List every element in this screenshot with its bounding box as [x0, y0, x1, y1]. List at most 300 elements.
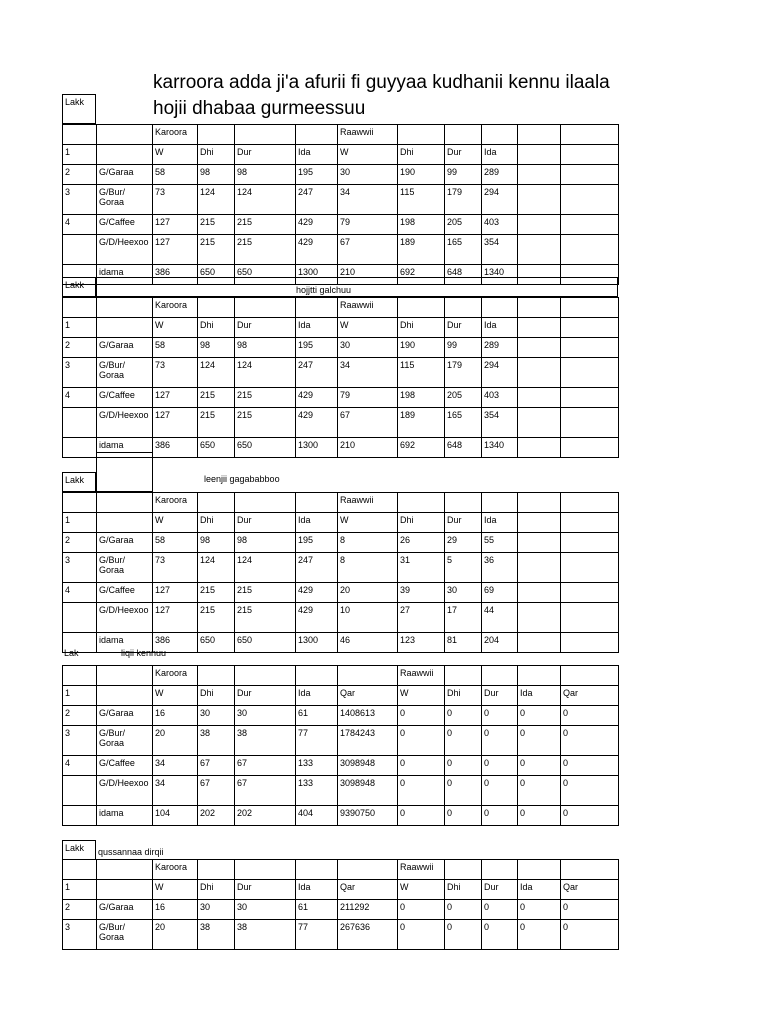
table-cell: 98 — [197, 532, 235, 553]
table-cell: W — [397, 879, 445, 900]
table-cell — [62, 775, 97, 806]
table-cell: 115 — [397, 184, 445, 215]
table-cell: G/Bur/ Goraa — [96, 552, 153, 583]
group-header-cell: Raawwii — [337, 124, 398, 145]
table-cell: 10 — [337, 602, 398, 633]
table-cell: 16 — [152, 705, 198, 726]
table-cell: 30 — [197, 899, 235, 920]
table-cell: 189 — [397, 407, 445, 438]
table-cell: 247 — [295, 184, 338, 215]
table-cell: 2 — [62, 705, 97, 726]
table-cell: 692 — [397, 437, 445, 458]
table-cell: 17 — [444, 602, 482, 633]
group-header-cell: Raawwii — [337, 492, 398, 513]
table-cell: Dur — [444, 144, 482, 165]
table-cell — [517, 214, 561, 235]
table-cell: 0 — [517, 705, 561, 726]
table-cell — [560, 317, 619, 338]
table-cell: 27 — [397, 602, 445, 633]
group-header-cell — [560, 665, 619, 686]
table-cell — [517, 552, 561, 583]
table-cell: 165 — [444, 234, 482, 265]
table-cell — [560, 337, 619, 358]
table-cell: 67 — [337, 407, 398, 438]
document-title-line-2: hojii dhabaa gurmeessuu — [153, 98, 366, 119]
table-cell: 124 — [234, 357, 296, 388]
table-cell: Qar — [560, 685, 619, 706]
table-cell: 30 — [234, 705, 296, 726]
group-header-cell — [234, 665, 296, 686]
table-cell: 403 — [481, 387, 518, 408]
table-cell: 34 — [337, 357, 398, 388]
table-cell: 1 — [62, 685, 97, 706]
table-cell: G/Caffee — [96, 582, 153, 603]
table-cell: G/Garaa — [96, 705, 153, 726]
table-cell — [560, 184, 619, 215]
table-cell: 2 — [62, 532, 97, 553]
table-cell: 58 — [152, 164, 198, 185]
table-cell: Ida — [481, 144, 518, 165]
table-cell: Dhi — [197, 317, 235, 338]
table-cell: idama — [96, 805, 153, 826]
group-header-cell — [62, 492, 97, 513]
group-header-cell — [481, 859, 518, 880]
table-cell — [560, 214, 619, 235]
table-cell: 205 — [444, 387, 482, 408]
table-cell: Dur — [234, 512, 296, 533]
group-header-cell — [197, 492, 235, 513]
table-cell — [62, 437, 97, 458]
table-cell: 61 — [295, 705, 338, 726]
table-cell: 289 — [481, 164, 518, 185]
table-cell: 4 — [62, 214, 97, 235]
table-cell — [517, 337, 561, 358]
table-cell: G/D/Heexoo — [96, 602, 153, 633]
table-cell: 124 — [234, 552, 296, 583]
section-heading: leenjii gagababboo — [204, 474, 280, 484]
table-cell — [560, 512, 619, 533]
table-cell — [517, 317, 561, 338]
section-heading: qussannaa dirqii — [98, 847, 164, 857]
group-header-cell — [234, 297, 296, 318]
table-cell: 1 — [62, 879, 97, 900]
table-cell: 650 — [197, 632, 235, 653]
table-cell: W — [337, 317, 398, 338]
table-cell: 0 — [397, 705, 445, 726]
table-cell — [517, 357, 561, 388]
table-cell: 202 — [197, 805, 235, 826]
table-cell: 79 — [337, 214, 398, 235]
group-header-cell: Karoora — [152, 859, 198, 880]
table-cell — [96, 144, 153, 165]
table-cell — [517, 582, 561, 603]
table-cell: 5 — [444, 552, 482, 583]
table-cell: 46 — [337, 632, 398, 653]
table-cell: 115 — [397, 357, 445, 388]
table-cell: 44 — [481, 602, 518, 633]
group-header-cell — [397, 124, 445, 145]
group-header-cell — [560, 859, 619, 880]
table-cell — [62, 805, 97, 826]
table-cell: Dhi — [397, 317, 445, 338]
table-cell: 190 — [397, 337, 445, 358]
table-cell: 98 — [197, 164, 235, 185]
table-cell: W — [397, 685, 445, 706]
table-cell: 429 — [295, 234, 338, 265]
table-cell: 8 — [337, 552, 398, 583]
table-cell: 210 — [337, 437, 398, 458]
table-cell: 3 — [62, 919, 97, 950]
table-cell: 0 — [397, 919, 445, 950]
table-cell: 0 — [444, 725, 482, 756]
table-cell: Dur — [444, 317, 482, 338]
table-cell: 38 — [197, 919, 235, 950]
group-header-cell: Karoora — [152, 124, 198, 145]
table-cell: 67 — [234, 755, 296, 776]
table-cell: 179 — [444, 357, 482, 388]
table-cell: 0 — [444, 705, 482, 726]
table-cell — [96, 879, 153, 900]
table-cell: 98 — [234, 164, 296, 185]
table-cell — [96, 685, 153, 706]
table-cell: 20 — [337, 582, 398, 603]
table-cell: 247 — [295, 357, 338, 388]
section-heading: liqii kennuu — [121, 648, 167, 658]
table-cell — [560, 602, 619, 633]
group-header-cell: Raawwii — [397, 665, 445, 686]
group-header-cell: Raawwii — [397, 859, 445, 880]
table-cell: 77 — [295, 725, 338, 756]
table-cell: 403 — [481, 214, 518, 235]
table-cell: Ida — [295, 317, 338, 338]
table-cell: W — [337, 144, 398, 165]
table-cell: 36 — [481, 552, 518, 583]
table-cell — [560, 407, 619, 438]
table-cell: 3 — [62, 725, 97, 756]
table-cell: 215 — [234, 387, 296, 408]
table-cell — [560, 582, 619, 603]
group-header-cell — [337, 665, 398, 686]
lakk-header-cell: Lakk — [62, 840, 96, 860]
table-cell: 127 — [152, 602, 198, 633]
group-header-cell — [444, 297, 482, 318]
table-cell: 0 — [560, 805, 619, 826]
table-cell: 0 — [481, 725, 518, 756]
table-cell: 73 — [152, 357, 198, 388]
table-cell: 3 — [62, 357, 97, 388]
table-cell: 0 — [397, 725, 445, 756]
table-cell: 20 — [152, 919, 198, 950]
group-header-cell — [481, 297, 518, 318]
table-cell: 99 — [444, 337, 482, 358]
table-cell: G/Caffee — [96, 755, 153, 776]
table-cell: 58 — [152, 337, 198, 358]
table-cell: 98 — [197, 337, 235, 358]
group-header-cell — [295, 124, 338, 145]
table-cell — [560, 264, 619, 285]
table-cell: 79 — [337, 387, 398, 408]
table-cell: 198 — [397, 387, 445, 408]
table-cell: 0 — [444, 775, 482, 806]
table-cell: G/D/Heexoo — [96, 234, 153, 265]
table-cell: 190 — [397, 164, 445, 185]
table-cell: 247 — [295, 552, 338, 583]
table-cell — [62, 632, 97, 653]
table-cell — [517, 164, 561, 185]
lakk-header-cell: Lakk — [62, 472, 96, 492]
table-cell — [560, 164, 619, 185]
table-cell — [517, 632, 561, 653]
table-cell: 215 — [234, 407, 296, 438]
table-cell: 73 — [152, 552, 198, 583]
table-cell: 195 — [295, 532, 338, 553]
table-cell: Dhi — [197, 685, 235, 706]
table-cell: 61 — [295, 899, 338, 920]
table-cell: 0 — [560, 725, 619, 756]
group-header-cell — [197, 297, 235, 318]
table-cell — [560, 437, 619, 458]
table-cell: 3098948 — [337, 775, 398, 806]
group-header-cell — [560, 297, 619, 318]
table-cell: 133 — [295, 755, 338, 776]
group-header-cell — [444, 492, 482, 513]
table-cell: 1340 — [481, 264, 518, 285]
table-cell: 30 — [337, 337, 398, 358]
table-cell: 294 — [481, 357, 518, 388]
table-cell: Qar — [560, 879, 619, 900]
table-cell: 0 — [517, 899, 561, 920]
table-cell: 215 — [234, 214, 296, 235]
table-cell: 55 — [481, 532, 518, 553]
table-cell: 429 — [295, 214, 338, 235]
table-cell: 0 — [481, 919, 518, 950]
table-cell: 267636 — [337, 919, 398, 950]
table-cell: 3098948 — [337, 755, 398, 776]
table-cell: 429 — [295, 407, 338, 438]
group-header-cell — [337, 859, 398, 880]
table-cell: 73 — [152, 184, 198, 215]
table-cell: 215 — [197, 234, 235, 265]
table-cell: 0 — [560, 899, 619, 920]
table-cell: 165 — [444, 407, 482, 438]
table-cell: 650 — [234, 632, 296, 653]
table-cell: G/D/Heexoo — [96, 775, 153, 806]
group-header-cell — [234, 492, 296, 513]
group-header-cell — [96, 665, 153, 686]
table-cell: 39 — [397, 582, 445, 603]
table-cell: Dur — [234, 685, 296, 706]
table-cell — [560, 387, 619, 408]
table-cell — [62, 234, 97, 265]
group-header-cell — [197, 859, 235, 880]
group-header-cell — [295, 859, 338, 880]
table-cell: 4 — [62, 387, 97, 408]
table-cell: 20 — [152, 725, 198, 756]
table-cell: G/Garaa — [96, 337, 153, 358]
table-cell: 650 — [197, 264, 235, 285]
table-cell: 0 — [397, 775, 445, 806]
table-cell: 0 — [560, 705, 619, 726]
table-cell: W — [152, 512, 198, 533]
table-cell: G/Caffee — [96, 214, 153, 235]
table-cell — [517, 234, 561, 265]
table-cell: G/Garaa — [96, 164, 153, 185]
table-cell: 1300 — [295, 632, 338, 653]
table-cell: W — [152, 879, 198, 900]
table-cell: Ida — [295, 144, 338, 165]
table-cell — [517, 602, 561, 633]
table-cell: 179 — [444, 184, 482, 215]
table-cell: 0 — [481, 775, 518, 806]
table-cell: 127 — [152, 407, 198, 438]
table-cell: G/Bur/ Goraa — [96, 184, 153, 215]
table-cell: 69 — [481, 582, 518, 603]
table-cell: 104 — [152, 805, 198, 826]
table-cell: 404 — [295, 805, 338, 826]
table-cell: Qar — [337, 685, 398, 706]
table-cell: 0 — [560, 755, 619, 776]
group-header-cell — [444, 665, 482, 686]
group-header-cell — [517, 297, 561, 318]
table-cell: Dur — [234, 144, 296, 165]
table-cell: 650 — [234, 264, 296, 285]
table-cell: 98 — [234, 532, 296, 553]
table-cell — [560, 357, 619, 388]
table-cell — [96, 317, 153, 338]
table-cell: Ida — [517, 879, 561, 900]
table-cell: 0 — [481, 705, 518, 726]
group-header-cell — [96, 297, 153, 318]
table-cell: 38 — [197, 725, 235, 756]
table-cell: 386 — [152, 264, 198, 285]
group-header-cell — [397, 297, 445, 318]
table-cell: G/Garaa — [96, 899, 153, 920]
table-cell: 1408613 — [337, 705, 398, 726]
table-cell: Dur — [444, 512, 482, 533]
table-cell: 0 — [444, 805, 482, 826]
table-cell: 58 — [152, 532, 198, 553]
group-header-cell: Karoora — [152, 297, 198, 318]
group-header-cell — [517, 665, 561, 686]
group-header-cell — [517, 492, 561, 513]
table-cell: 4 — [62, 582, 97, 603]
table-cell: 38 — [234, 919, 296, 950]
table-cell: 1 — [62, 317, 97, 338]
group-header-cell — [234, 124, 296, 145]
group-header-cell — [517, 124, 561, 145]
table-cell: 2 — [62, 899, 97, 920]
table-cell: 0 — [517, 725, 561, 756]
table-cell: 215 — [197, 582, 235, 603]
table-cell: W — [152, 685, 198, 706]
table-cell: 650 — [197, 437, 235, 458]
table-cell: 26 — [397, 532, 445, 553]
table-cell: Qar — [337, 879, 398, 900]
table-cell: 8 — [337, 532, 398, 553]
table-cell: 204 — [481, 632, 518, 653]
table-cell: 133 — [295, 775, 338, 806]
table-cell: W — [152, 144, 198, 165]
table-cell: Dur — [481, 685, 518, 706]
table-cell: 1300 — [295, 437, 338, 458]
group-header-cell — [62, 665, 97, 686]
table-cell — [62, 407, 97, 438]
table-cell — [517, 512, 561, 533]
table-cell: 0 — [517, 805, 561, 826]
table-cell: 2 — [62, 337, 97, 358]
table-cell: G/Bur/ Goraa — [96, 919, 153, 950]
table-cell: 0 — [397, 805, 445, 826]
table-cell — [62, 264, 97, 285]
table-cell: Ida — [481, 317, 518, 338]
table-cell: 127 — [152, 214, 198, 235]
table-cell: 16 — [152, 899, 198, 920]
table-cell: 1 — [62, 512, 97, 533]
table-cell: 9390750 — [337, 805, 398, 826]
table-cell: 294 — [481, 184, 518, 215]
table-cell: G/Bur/ Goraa — [96, 725, 153, 756]
table-cell — [560, 632, 619, 653]
table-cell — [560, 532, 619, 553]
table-cell: 0 — [481, 755, 518, 776]
table-cell — [517, 184, 561, 215]
table-cell: 386 — [152, 437, 198, 458]
table-cell: Dhi — [197, 879, 235, 900]
group-header-cell — [517, 859, 561, 880]
table-cell — [517, 264, 561, 285]
table-cell: 67 — [234, 775, 296, 806]
table-cell: 124 — [197, 552, 235, 583]
table-cell: W — [337, 512, 398, 533]
table-cell: 99 — [444, 164, 482, 185]
table-cell — [62, 602, 97, 633]
table-cell: 81 — [444, 632, 482, 653]
section-heading: hojjtti galchuu — [296, 285, 352, 295]
table-cell: 215 — [197, 214, 235, 235]
table-cell: 205 — [444, 214, 482, 235]
table-cell: 198 — [397, 214, 445, 235]
table-cell — [517, 532, 561, 553]
table-cell: Ida — [295, 685, 338, 706]
lakk-header-cell: Lakk — [62, 277, 96, 297]
group-header-cell — [444, 124, 482, 145]
table-cell: G/Garaa — [96, 532, 153, 553]
table-cell — [517, 437, 561, 458]
group-header-cell — [96, 859, 153, 880]
table-cell: 1340 — [481, 437, 518, 458]
table-cell: 189 — [397, 234, 445, 265]
group-header-cell: Raawwii — [337, 297, 398, 318]
table-cell: 124 — [197, 184, 235, 215]
table-cell: 124 — [197, 357, 235, 388]
group-header-cell — [234, 859, 296, 880]
table-cell: 0 — [397, 755, 445, 776]
table-cell: 692 — [397, 264, 445, 285]
table-cell: 30 — [197, 705, 235, 726]
table-cell: 215 — [234, 602, 296, 633]
table-cell: Dhi — [444, 879, 482, 900]
group-header-cell — [62, 297, 97, 318]
table-cell: Ida — [295, 512, 338, 533]
group-header-cell — [481, 492, 518, 513]
table-cell: 34 — [152, 775, 198, 806]
table-cell: Dur — [481, 879, 518, 900]
table-cell: 127 — [152, 582, 198, 603]
table-cell: idama — [96, 632, 153, 653]
table-cell: 34 — [337, 184, 398, 215]
table-cell: Dhi — [397, 512, 445, 533]
table-cell: 1300 — [295, 264, 338, 285]
